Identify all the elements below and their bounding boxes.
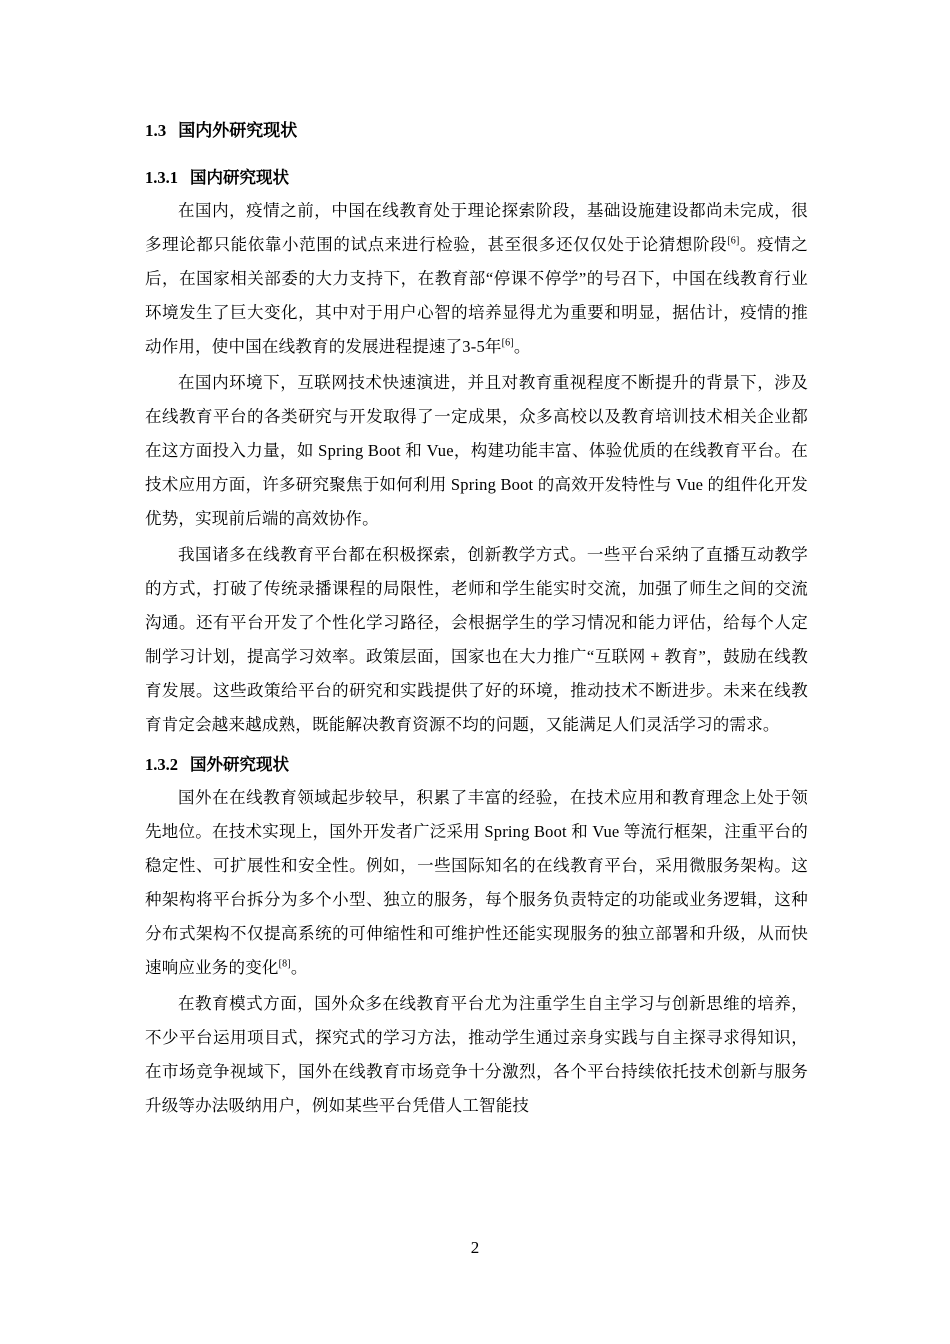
section-number: 1.3 (145, 121, 167, 140)
paragraph-text: 。疫情之后，在国家相关部委的大力支持下，在教育部“停课不停学”的号召下，中国在线教育行业环境发生了巨大变化，其中对于用户心智的培养显得尤为重要和明显，据估计，疫情的推动作用，使中国在线教育的发展进程提速了3-5年 (145, 235, 808, 356)
citation-ref: [6] (501, 337, 514, 349)
subsection-title-foreign: 国外研究现状 (190, 755, 289, 774)
subsection-heading-domestic (145, 165, 808, 191)
paragraph-text: 。 (513, 337, 531, 356)
domestic-paragraph-1 (145, 194, 808, 364)
citation-ref: [6] (727, 235, 740, 247)
page-content (145, 118, 808, 1125)
page-number: 2 (470, 1238, 480, 1257)
paragraph-text: 。 (290, 958, 308, 977)
citation-ref: [8] (278, 958, 291, 970)
foreign-paragraph-1 (145, 781, 808, 985)
subsection-number-domestic: 1.3.1 (145, 168, 178, 187)
section-heading (145, 118, 808, 144)
section-title: 国内外研究现状 (178, 121, 298, 140)
foreign-paragraph-2: 在教育模式方面，国外众多在线教育平台尤为注重学生自主学习与创新思维的培养，不少平台运用项目式，探究式的学习方法，推动学生通过亲身实践与自主探寻求得知识，在市场竞争视域下，国外在线教育市场竞争十分激烈，各个平台持续依托技术创新与服务升级等办法吸纳用户，例如某些平台凭借人工智能技 (145, 994, 808, 1115)
paragraph-text: 国外在在线教育领域起步较早，积累了丰富的经验，在技术应用和教育理念上处于领先地位。在技术实现上，国外开发者广泛采用 Spring Boot 和 Vue 等流行框架，注重平台的稳定性、可扩展性和安全性。例如，一些国际知名的在线教育平台，采用微服务架构。这种架构将平台拆分为多个小型、独立的服务，每个服务负责特定的功能或业务逻辑，这种分布式架构不仅提高系统的可伸缩性和可维护性还能实现服务的独立部署和升级，从而快速响应业务的变化 (145, 788, 808, 977)
subsection-heading-foreign (145, 752, 808, 778)
paragraph-text: 在国内，疫情之前，中国在线教育处于理论探索阶段，基础设施建设都尚未完成，很多理论都只能依靠小范围的试点来进行检验，甚至很多还仅仅处于论猜想阶段 (145, 201, 808, 254)
subsection-number-foreign: 1.3.2 (145, 755, 178, 774)
subsection-title-domestic: 国内研究现状 (190, 168, 289, 187)
domestic-paragraph-3: 我国诸多在线教育平台都在积极探索，创新教学方式。一些平台采纳了直播互动教学的方式，打破了传统录播课程的局限性，老师和学生能实时交流，加强了师生之间的交流沟通。还有平台开发了个性化学习路径，会根据学生的学习情况和能力评估，给每个人定制学习计划，提高学习效率。政策层面，国家也在大力推广“互联网 + 教育”，鼓励在线教育发展。这些政策给平台的研究和实践提供了好的环境，推动技术不断进步。未来在线教育肯定会越来越成熟，既能解决教育资源不均的问题，又能满足人们灵活学习的需求。 (145, 545, 808, 734)
domestic-paragraph-2: 在国内环境下，互联网技术快速演进，并且对教育重视程度不断提升的背景下，涉及在线教育平台的各类研究与开发取得了一定成果，众多高校以及教育培训技术相关企业都在这方面投入力量，如 Spring Boot 和 Vue，构建功能丰富、体验优质的在线教育平台。在技术应用方面，许多研究聚焦于如何利用 Spring Boot 的高效开发特性与 Vue 的组件化开发优势，实现前后端的高效协作。 (145, 373, 808, 528)
